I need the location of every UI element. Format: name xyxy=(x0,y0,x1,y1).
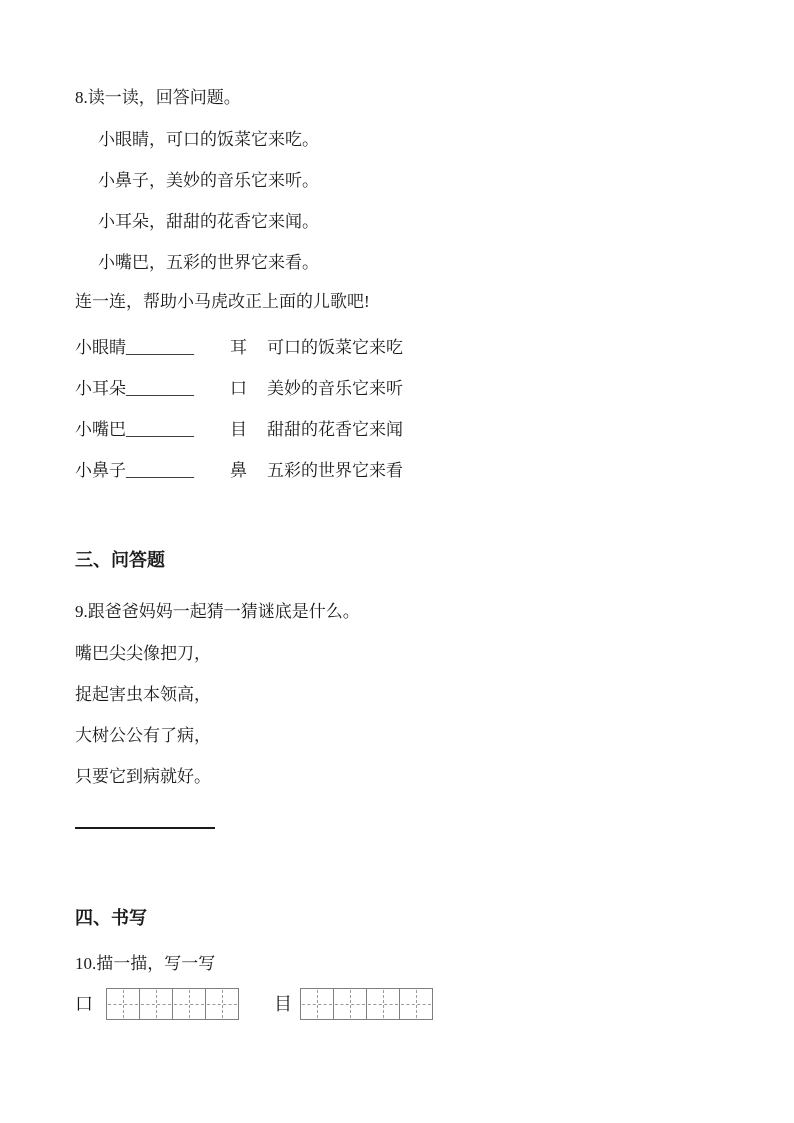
matching-middle-char[interactable]: 目 xyxy=(230,420,247,439)
matching-left-blank[interactable]: 小耳朵________ xyxy=(75,379,194,398)
poem-line: 小鼻子，美妙的音乐它来听。 xyxy=(98,171,319,190)
answer-blank-line[interactable] xyxy=(75,827,215,829)
riddle-line: 大树公公有了病， xyxy=(75,726,211,745)
matching-left-blank[interactable]: 小嘴巴________ xyxy=(75,420,194,439)
matching-row xyxy=(75,337,403,359)
writing-grid-cell[interactable] xyxy=(333,988,367,1020)
writing-grid-cell[interactable] xyxy=(399,988,433,1020)
poem-line: 小耳朵，甜甜的花香它来闻。 xyxy=(98,212,319,231)
writing-grid xyxy=(300,988,433,1020)
section3-heading: 三、问答题 xyxy=(75,550,165,570)
matching-left-blank[interactable]: 小眼睛________ xyxy=(75,338,194,357)
riddle-line: 捉起害虫本领高， xyxy=(75,685,211,704)
writing-grid-cell[interactable] xyxy=(366,988,400,1020)
practice-character: 口 xyxy=(75,994,93,1014)
matching-right-text: 可口的饭菜它来吃 xyxy=(267,338,403,357)
practice-character: 目 xyxy=(274,994,292,1014)
writing-grid-cell[interactable] xyxy=(205,988,239,1020)
writing-practice-row xyxy=(75,988,433,1020)
writing-grid xyxy=(106,988,239,1020)
matching-left-blank[interactable]: 小鼻子________ xyxy=(75,461,194,480)
poem-line: 小嘴巴，五彩的世界它来看。 xyxy=(98,253,319,272)
section4-heading: 四、书写 xyxy=(75,908,147,928)
matching-middle-char[interactable]: 耳 xyxy=(230,338,247,357)
matching-middle-char[interactable]: 口 xyxy=(230,379,247,398)
matching-instruction: 连一连，帮助小马虎改正上面的儿歌吧! xyxy=(75,292,370,311)
question8-prompt: 8.读一读，回答问题。 xyxy=(75,88,241,107)
question9-prompt: 9.跟爸爸妈妈一起猜一猜谜底是什么。 xyxy=(75,602,360,621)
riddle-line: 嘴巴尖尖像把刀， xyxy=(75,644,211,663)
poem-line: 小眼睛，可口的饭菜它来吃。 xyxy=(98,130,319,149)
writing-grid-cell[interactable] xyxy=(139,988,173,1020)
question10-prompt: 10.描一描，写一写 xyxy=(75,954,216,973)
matching-middle-char[interactable]: 鼻 xyxy=(230,461,247,480)
matching-right-text: 美妙的音乐它来听 xyxy=(267,379,403,398)
riddle-line: 只要它到病就好。 xyxy=(75,767,211,786)
matching-row xyxy=(75,419,403,441)
matching-row xyxy=(75,460,403,482)
matching-right-text: 五彩的世界它来看 xyxy=(267,461,403,480)
writing-grid-cell[interactable] xyxy=(300,988,334,1020)
matching-right-text: 甜甜的花香它来闻 xyxy=(267,420,403,439)
matching-row xyxy=(75,378,403,400)
writing-grid-cell[interactable] xyxy=(172,988,206,1020)
writing-grid-cell[interactable] xyxy=(106,988,140,1020)
